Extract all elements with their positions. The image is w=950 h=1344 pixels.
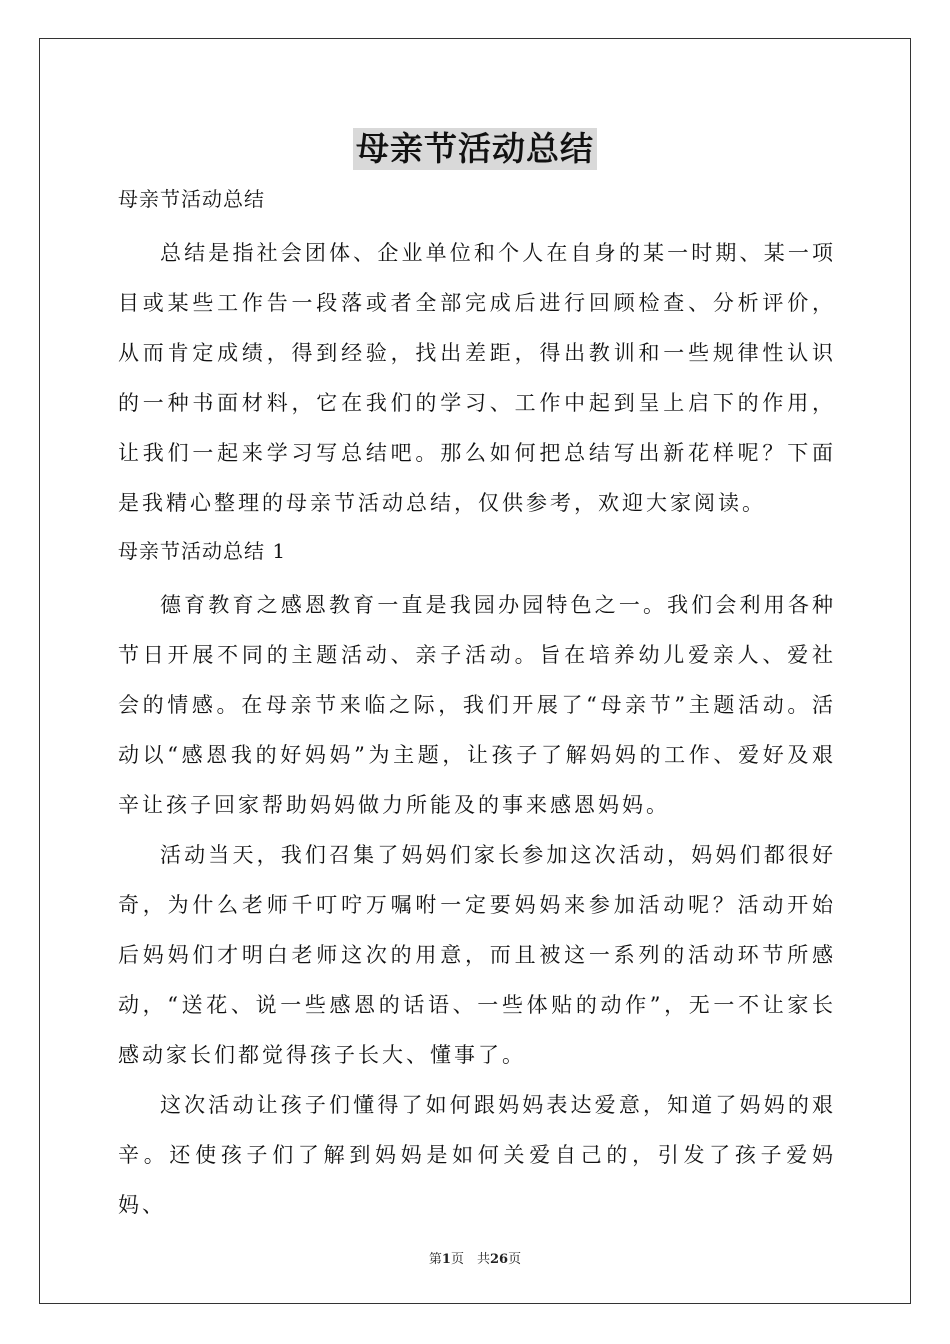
body-paragraph-1: 德育教育之感恩教育一直是我园办园特色之一。我们会利用各种节日开展不同的主题活动、亲子活动。旨在培养幼儿爱亲人、爱社会的情感。在母亲节来临之际，我们开展了“母亲节”主题活动。活动以“感恩我的好妈妈”为主题，让孩子了解妈妈的工作、爱好及艰辛让孩子回家帮助妈妈做力所能及的事来感恩妈妈。 [118, 593, 836, 817]
footer-mid: 页 共 [450, 1252, 490, 1267]
document-title: 母亲节活动总结 [353, 128, 597, 170]
footer-prefix: 第 [428, 1252, 442, 1267]
document-subtitle: 母亲节活动总结 [118, 187, 265, 211]
footer-page-current: 1 [441, 1252, 451, 1267]
body-paragraph-2: 活动当天，我们召集了妈妈们家长参加这次活动，妈妈们都很好奇，为什么老师千叮咛万嘱咐一定要妈妈来参加活动呢？活动开始后妈妈们才明白老师这次的用意，而且被这一系列的活动环节所感动，“送花、说一些感恩的话语、一些体贴的动作”，无一不让家长感动家长们都觉得孩子长大、懂事了。 [118, 843, 836, 1067]
footer-page-total: 26 [489, 1252, 509, 1267]
section-heading: 母亲节活动总结 1 [118, 539, 287, 563]
title-container [0, 128, 950, 170]
document-body [118, 182, 836, 1230]
intro-paragraph: 总结是指社会团体、企业单位和个人在自身的某一时期、某一项目或某些工作告一段落或者全部完成后进行回顾检查、分析评价，从而肯定成绩，得到经验，找出差距，得出教训和一些规律性认识的一种书面材料，它在我们的学习、工作中起到呈上启下的作用，让我们一起来学习写总结吧。那么如何把总结写出新花样呢？下面是我精心整理的母亲节活动总结，仅供参考，欢迎大家阅读。 [118, 241, 836, 515]
footer-suffix: 页 [508, 1252, 522, 1267]
page-footer [0, 1248, 950, 1267]
body-paragraph-3: 这次活动让孩子们懂得了如何跟妈妈表达爱意，知道了妈妈的艰辛。还使孩子们了解到妈妈是如何关爱自己的，引发了孩子爱妈妈、 [118, 1093, 836, 1217]
